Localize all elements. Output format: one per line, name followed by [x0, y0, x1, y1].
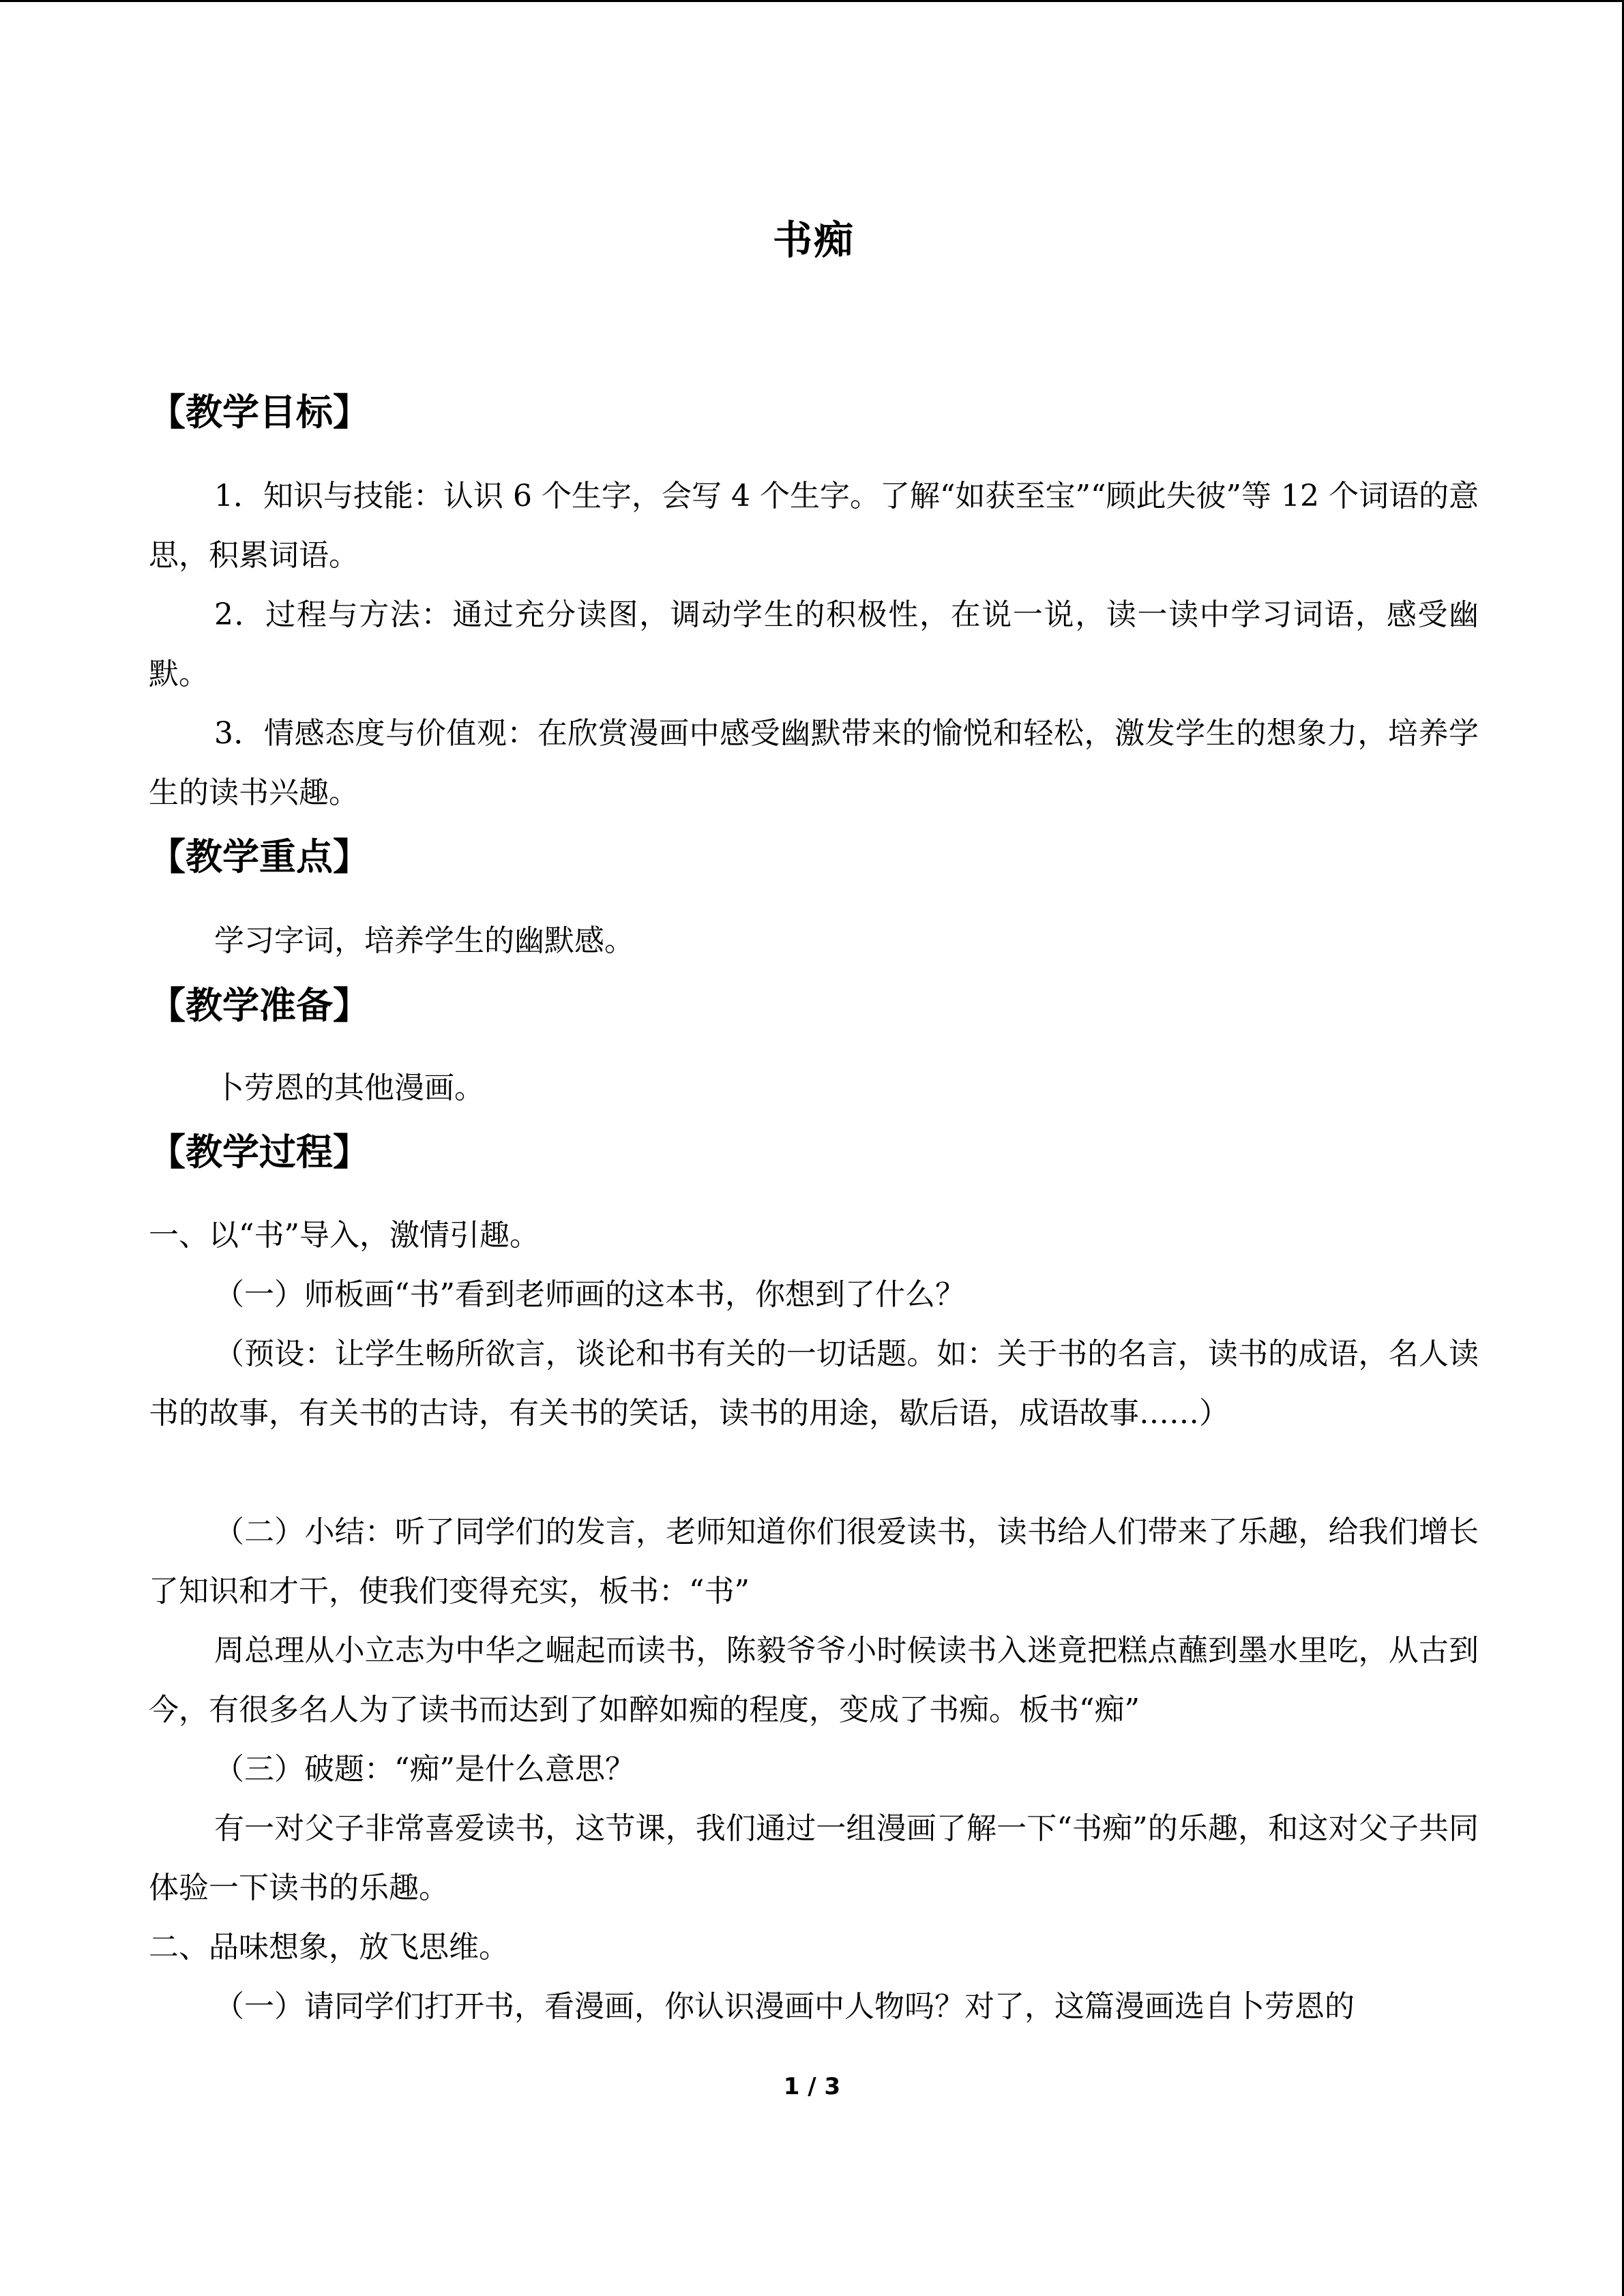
top-border	[0, 0, 1624, 2]
process-p3: （二）小结：听了同学们的发言，老师知道你们很爱读书，读书给人们带来了乐趣，给我们增长了知识和才干，使我们变得充实，板书：“书”	[149, 1515, 1479, 1609]
preparation-text: 卜劳恩的其他漫画。	[214, 1071, 484, 1105]
page-title: 书痴	[772, 217, 855, 263]
process-p7: （一）请同学们打开书，看漫画，你认识漫画中人物吗？对了，这篇漫画选自卜劳恩的	[214, 1989, 1355, 2024]
process-p6: 有一对父子非常喜爱读书，这节课，我们通过一组漫画了解一下“书痴”的乐趣，和这对父子共同体验一下读书的乐趣。	[149, 1811, 1479, 1905]
objective-item-1: 1．知识与技能：认识 6 个生字，会写 4 个生字。了解“如获至宝”“顾此失彼”等 12 个词语的意思，积累词语。	[149, 479, 1479, 573]
heading-process: 【教学过程】	[149, 1131, 370, 1174]
process-part1-title: 一、以“书”导入，激情引趣。	[149, 1218, 540, 1253]
heading-key-points: 【教学重点】	[149, 835, 370, 878]
process-p1: （一）师板画“书”看到老师画的这本书，你想到了什么？	[214, 1277, 965, 1312]
heading-preparation: 【教学准备】	[149, 984, 370, 1027]
key-points-text: 学习字词，培养学生的幽默感。	[214, 923, 634, 958]
process-p5: （三）破题：“痴”是什么意思？	[214, 1752, 635, 1787]
heading-objectives: 【教学目标】	[149, 391, 370, 434]
process-p4: 周总理从小立志为中华之崛起而读书，陈毅爷爷小时候读书入迷竟把糕点蘸到墨水里吃，从古到今，有很多名人为了读书而达到了如醉如痴的程度，变成了书痴。板书“痴”	[149, 1633, 1479, 1727]
process-part2-title: 二、品味想象，放飞思维。	[149, 1930, 509, 1965]
process-p2: （预设：让学生畅所欲言，谈论和书有关的一切话题。如：关于书的名言，读书的成语，名人读书的故事，有关书的古诗，有关书的笑话，读书的用途，歇后语，成语故事……）	[149, 1337, 1479, 1431]
page-number: 1 / 3	[783, 2073, 841, 2100]
objective-item-3: 3．情感态度与价值观：在欣赏漫画中感受幽默带来的愉悦和轻松，激发学生的想象力，培养学生的读书兴趣。	[149, 716, 1479, 810]
objective-item-2: 2．过程与方法：通过充分读图，调动学生的积极性，在说一说，读一读中学习词语，感受幽默。	[149, 597, 1479, 691]
